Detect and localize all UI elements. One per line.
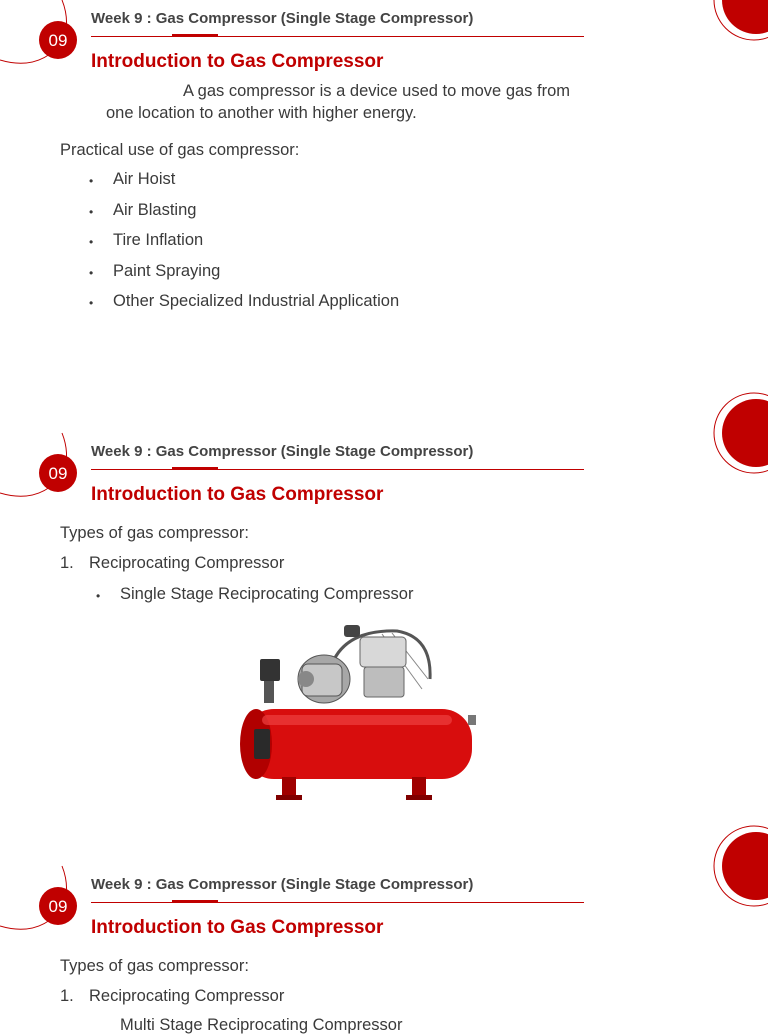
- intro-line-2: one location to another with higher energy.: [106, 104, 417, 122]
- slide-title: Introduction to Gas Compressor: [91, 484, 384, 505]
- sub-item: Single Stage Reciprocating Compressor: [120, 585, 414, 603]
- item-number: 1.: [60, 987, 74, 1005]
- header-accent-bar: [172, 34, 218, 37]
- week-header: [91, 10, 473, 27]
- red-circle-icon: [708, 866, 768, 926]
- badge-number: 09: [48, 464, 68, 483]
- slide-title: Introduction to Gas Compressor: [91, 51, 384, 72]
- week-topic: Gas Compressor (Single Stage Compressor): [155, 10, 474, 27]
- item-label: Reciprocating Compressor: [89, 554, 285, 572]
- decor-arc-left: [0, 433, 80, 513]
- week-header: [91, 443, 473, 460]
- red-circle-icon: [708, 0, 768, 60]
- item-number: 1.: [60, 554, 74, 572]
- decor-arc-left: [0, 0, 80, 80]
- list-item: • Air Blasting: [113, 201, 399, 232]
- week-header: [91, 876, 473, 893]
- header-divider: [91, 469, 584, 470]
- week-topic: Gas Compressor (Single Stage Compressor): [155, 876, 474, 893]
- red-circle-icon: [708, 433, 768, 493]
- week-label: Week 9 :: [91, 876, 156, 893]
- list-item: • Paint Spraying: [113, 262, 399, 293]
- slide-2: [0, 433, 768, 866]
- week-topic: Gas Compressor (Single Stage Compressor): [155, 443, 474, 460]
- list-item: • Air Hoist: [113, 170, 399, 201]
- header-accent-bar: [172, 900, 218, 903]
- bullet-dot-icon: •: [89, 265, 94, 280]
- slide-3: [0, 866, 768, 1034]
- bullet-dot-icon: •: [89, 204, 94, 219]
- slide-1: [0, 0, 768, 433]
- list-item: • Tire Inflation: [113, 231, 399, 262]
- bullet-dot-icon: •: [89, 174, 94, 188]
- week-label: Week 9 :: [91, 10, 156, 27]
- badge-number: 09: [48, 31, 68, 50]
- item-label: Reciprocating Compressor: [89, 987, 285, 1005]
- header-divider: [91, 36, 584, 37]
- bullet-dot-icon: •: [96, 589, 101, 603]
- uses-heading: Practical use of gas compressor:: [60, 141, 300, 159]
- sub-item-partial: Multi Stage Reciprocating Compressor: [120, 1016, 403, 1034]
- week-label: Week 9 :: [91, 443, 156, 460]
- header-accent-bar: [172, 467, 218, 470]
- decor-arc-left: [0, 866, 80, 946]
- slide-title: Introduction to Gas Compressor: [91, 917, 384, 938]
- list-item: • Other Specialized Industrial Application: [113, 292, 399, 323]
- badge-number: 09: [48, 897, 68, 916]
- types-heading: Types of gas compressor:: [60, 524, 249, 542]
- uses-list: [89, 170, 400, 323]
- intro-line-1: A gas compressor is a device used to move gas from: [183, 82, 571, 100]
- types-heading: Types of gas compressor:: [60, 957, 249, 975]
- compressor-image: [232, 619, 482, 817]
- header-divider: [91, 902, 584, 903]
- bullet-dot-icon: •: [89, 296, 94, 310]
- bullet-dot-icon: •: [89, 235, 94, 249]
